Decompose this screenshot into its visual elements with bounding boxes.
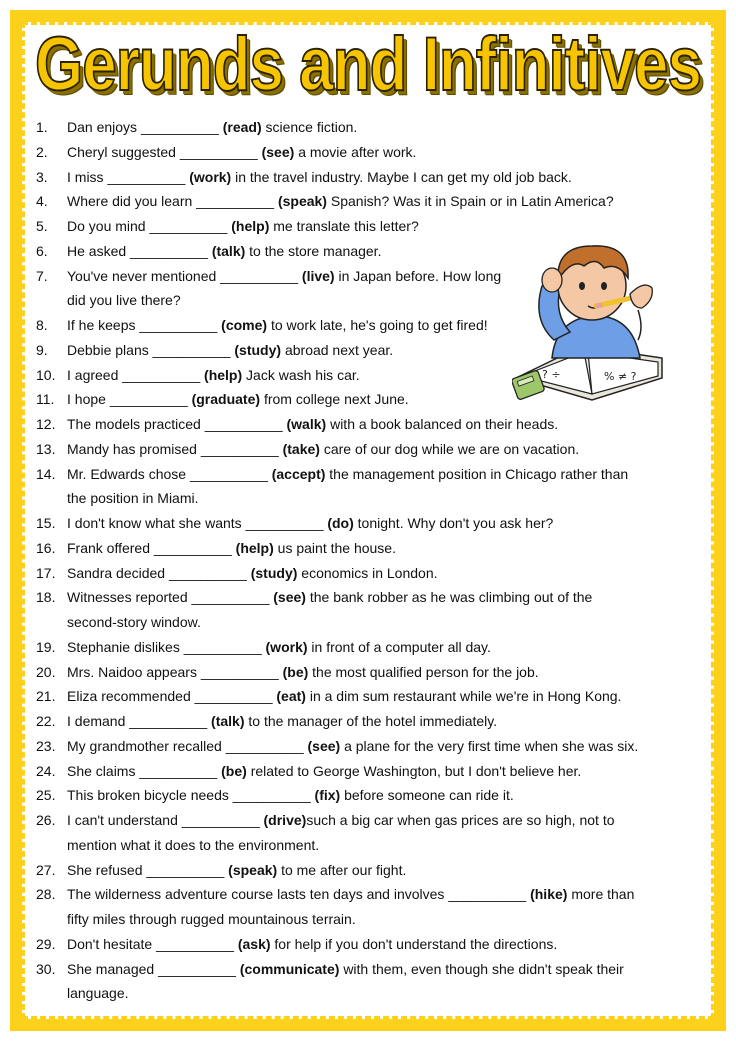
sentence-end: from college next June. bbox=[263, 391, 409, 408]
item-number: 29. bbox=[36, 935, 56, 952]
answer-blank: __________ bbox=[158, 960, 236, 977]
answer-blank: __________ bbox=[139, 762, 218, 779]
answer-blank: __________ bbox=[109, 391, 188, 408]
verb-prompt: (accept) bbox=[271, 465, 326, 482]
item-number: 16. bbox=[36, 539, 56, 556]
answer-blank: __________ bbox=[156, 935, 234, 952]
answer-blank: __________ bbox=[140, 119, 219, 135]
answer-blank: __________ bbox=[189, 465, 268, 482]
answer-blank: __________ bbox=[183, 638, 262, 655]
answer-blank: __________ bbox=[204, 416, 283, 432]
answer-blank: __________ bbox=[200, 663, 279, 680]
exercise-item bbox=[36, 783, 514, 808]
exercise-item bbox=[36, 635, 491, 660]
answer-blank: __________ bbox=[146, 861, 225, 878]
item-number: 2. bbox=[36, 143, 48, 160]
item-number: 19. bbox=[36, 638, 56, 655]
sentence-start: Witnesses reported bbox=[67, 589, 188, 606]
item-number: 13. bbox=[36, 440, 56, 457]
answer-blank: __________ bbox=[191, 589, 270, 606]
exercise-item bbox=[36, 189, 614, 214]
verb-prompt: (help) bbox=[235, 539, 274, 556]
item-number: 25. bbox=[36, 787, 56, 804]
answer-blank: __________ bbox=[200, 440, 279, 457]
answer-blank: __________ bbox=[139, 317, 218, 333]
sentence-end: me translate this letter? bbox=[273, 218, 419, 234]
item-number: 3. bbox=[36, 168, 48, 185]
verb-prompt: (help) bbox=[204, 366, 243, 383]
answer-blank: __________ bbox=[196, 193, 275, 210]
sentence-start: Sandra decided bbox=[67, 564, 166, 581]
exercise-item bbox=[36, 734, 638, 759]
sentence-end: care of our dog while we are on vacation. bbox=[323, 440, 580, 457]
sentence-start: I agreed bbox=[67, 366, 119, 383]
sentence-continuation: language. bbox=[67, 985, 129, 1002]
verb-prompt: (walk) bbox=[286, 416, 327, 432]
item-number: 24. bbox=[36, 762, 56, 779]
verb-prompt: (drive) bbox=[263, 812, 307, 828]
verb-prompt: (see) bbox=[273, 589, 306, 606]
item-number: 18. bbox=[36, 589, 56, 606]
exercise-item bbox=[36, 536, 396, 561]
exercise-item bbox=[36, 214, 419, 239]
exercise-item bbox=[36, 264, 501, 289]
sentence-end: a movie after work. bbox=[298, 143, 417, 160]
verb-prompt: (graduate) bbox=[191, 391, 261, 408]
answer-blank: __________ bbox=[122, 366, 201, 383]
sentence-end: with them, even though she didn't speak their bbox=[343, 960, 624, 977]
sentence-start: Where did you learn bbox=[67, 193, 193, 210]
item-number: 1. bbox=[36, 119, 48, 135]
sentence-end: Spanish? Was it in Spain or in Latin America? bbox=[330, 193, 614, 210]
sentence-start: Mandy has promised bbox=[67, 440, 197, 457]
sentence-end: a plane for the very first time when she was six. bbox=[344, 737, 639, 754]
exercise-item bbox=[36, 957, 624, 982]
boy-studying-icon bbox=[512, 228, 672, 408]
sentence-start: This broken bicycle needs bbox=[67, 787, 229, 804]
sentence-start: Stephanie dislikes bbox=[67, 638, 180, 655]
sentence-end: tonight. Why don't you ask her? bbox=[357, 515, 554, 531]
answer-blank: __________ bbox=[107, 168, 186, 185]
answer-blank: __________ bbox=[152, 341, 231, 358]
sentence-end: Jack wash his car. bbox=[246, 366, 360, 383]
sentence-continuation: did you live there? bbox=[67, 292, 181, 309]
item-number: 27. bbox=[36, 861, 56, 878]
sentence-end: the most qualified person for the job. bbox=[312, 663, 539, 680]
sentence-start: Debbie plans bbox=[67, 341, 149, 358]
sentence-start: I demand bbox=[67, 713, 126, 729]
exercise-item bbox=[36, 363, 360, 388]
answer-blank: __________ bbox=[153, 539, 232, 556]
exercise-item bbox=[36, 412, 558, 437]
verb-prompt: (communicate) bbox=[239, 960, 340, 977]
sentence-end: more than bbox=[571, 886, 635, 903]
exercise-item bbox=[36, 684, 621, 709]
verb-prompt: (talk) bbox=[211, 242, 246, 259]
sentence-start: Dan enjoys bbox=[67, 119, 138, 135]
exercise-item bbox=[36, 858, 406, 883]
sentence-end: economics in London. bbox=[301, 564, 438, 581]
exercise-item bbox=[36, 709, 497, 734]
svg-text:% ≠ ?: % ≠ ? bbox=[604, 370, 637, 383]
item-number: 5. bbox=[36, 218, 48, 234]
item-number: 15. bbox=[36, 515, 56, 531]
item-number: 30. bbox=[36, 960, 56, 977]
verb-prompt: (read) bbox=[222, 119, 262, 135]
item-number: 20. bbox=[36, 663, 56, 680]
sentence-start: She refused bbox=[67, 861, 143, 878]
item-number: 6. bbox=[36, 242, 48, 259]
exercise-item bbox=[36, 313, 488, 338]
verb-prompt: (do) bbox=[327, 515, 354, 531]
sentence-start: Mr. Edwards chose bbox=[67, 465, 187, 482]
sentence-end: the bank robber as he was climbing out of the bbox=[309, 589, 593, 606]
sentence-continuation: mention what it does to the environment. bbox=[67, 836, 320, 853]
sentence-end: to work late, he's going to get fired! bbox=[270, 317, 488, 333]
item-number: 11. bbox=[36, 391, 55, 408]
sentence-start: If he keeps bbox=[67, 317, 136, 333]
answer-blank: __________ bbox=[129, 713, 208, 729]
svg-text:? ÷: ? ÷ bbox=[542, 368, 561, 381]
verb-prompt: (eat) bbox=[276, 688, 306, 705]
item-number: 4. bbox=[36, 193, 48, 210]
item-number: 7. bbox=[36, 267, 48, 284]
exercise-item bbox=[36, 239, 381, 264]
exercise-item bbox=[36, 660, 539, 685]
sentence-end: for help if you don't understand the directions. bbox=[274, 935, 558, 952]
sentence-continuation: the position in Miami. bbox=[67, 490, 199, 507]
verb-prompt: (speak) bbox=[228, 861, 278, 878]
verb-prompt: (talk) bbox=[211, 713, 245, 729]
verb-prompt: (live) bbox=[301, 267, 335, 284]
sentence-end: in the travel industry. Maybe I can get my old job back. bbox=[235, 168, 572, 185]
exercise-item bbox=[36, 759, 581, 784]
item-number: 26. bbox=[36, 812, 56, 828]
exercise-item bbox=[36, 115, 357, 140]
sentence-continuation: second-story window. bbox=[67, 614, 201, 630]
sentence-end: the management position in Chicago rather than bbox=[329, 465, 629, 482]
answer-blank: __________ bbox=[181, 812, 260, 828]
verb-prompt: (hike) bbox=[530, 886, 568, 903]
answer-blank: __________ bbox=[168, 564, 247, 581]
item-number: 14. bbox=[36, 465, 56, 482]
verb-prompt: (help) bbox=[231, 218, 270, 234]
sentence-start: Mrs. Naidoo appears bbox=[67, 663, 197, 680]
verb-prompt: (take) bbox=[282, 440, 320, 457]
sentence-start: My grandmother recalled bbox=[67, 737, 222, 754]
sentence-end: in front of a computer all day. bbox=[311, 638, 491, 655]
sentence-start: I miss bbox=[67, 168, 104, 185]
answer-blank: __________ bbox=[448, 886, 527, 903]
verb-prompt: (study) bbox=[250, 564, 298, 581]
item-number: 10. bbox=[36, 366, 56, 383]
sentence-end: abroad next year. bbox=[284, 341, 394, 358]
verb-prompt: (come) bbox=[221, 317, 268, 333]
sentence-end: science fiction. bbox=[265, 119, 358, 135]
verb-prompt: (work) bbox=[265, 638, 308, 655]
answer-blank: __________ bbox=[225, 737, 304, 754]
exercise-item bbox=[36, 165, 572, 190]
verb-prompt: (be) bbox=[221, 762, 247, 779]
answer-blank: __________ bbox=[232, 787, 311, 804]
exercise-item bbox=[36, 338, 393, 363]
sentence-start: Cheryl suggested bbox=[67, 143, 176, 160]
verb-prompt: (see) bbox=[307, 737, 341, 754]
verb-prompt: (fix) bbox=[314, 787, 341, 804]
exercise-item bbox=[36, 585, 592, 610]
item-number: 9. bbox=[36, 341, 48, 358]
sentence-start: She managed bbox=[67, 960, 155, 977]
verb-prompt: (see) bbox=[261, 143, 295, 160]
verb-prompt: (be) bbox=[282, 663, 309, 680]
exercise-item bbox=[36, 882, 634, 907]
answer-blank: __________ bbox=[130, 242, 208, 259]
sentence-start: The models practiced bbox=[67, 416, 201, 432]
sentence-start: She claims bbox=[67, 762, 136, 779]
exercise-item bbox=[36, 462, 628, 487]
exercise-item bbox=[36, 932, 557, 957]
exercise-item bbox=[36, 511, 553, 536]
exercise-item bbox=[36, 561, 438, 586]
sentence-end: before someone can ride it. bbox=[344, 787, 514, 804]
answer-blank: __________ bbox=[245, 515, 324, 531]
sentence-start: I don't know what she wants bbox=[67, 515, 242, 531]
sentence-start: I can't understand bbox=[67, 812, 178, 828]
answer-blank: __________ bbox=[179, 143, 258, 160]
exercise-item bbox=[36, 387, 409, 412]
sentence-start: The wilderness adventure course lasts ten days and involves bbox=[67, 886, 445, 903]
sentence-continuation: fifty miles through rugged mountainous terrain. bbox=[67, 911, 356, 927]
exercise-item bbox=[36, 437, 579, 462]
worksheet-title: Gerunds and Infinitives bbox=[35, 23, 701, 108]
sentence-start: Don't hesitate bbox=[67, 935, 153, 952]
answer-blank: __________ bbox=[149, 218, 228, 234]
sentence-start: I hope bbox=[67, 391, 106, 408]
sentence-start: Do you mind bbox=[67, 218, 146, 234]
sentence-end: to the store manager. bbox=[249, 242, 382, 259]
verb-prompt: (speak) bbox=[277, 193, 327, 210]
sentence-end: us paint the house. bbox=[277, 539, 396, 556]
answer-blank: __________ bbox=[194, 688, 273, 705]
sentence-end: in Japan before. How long bbox=[338, 267, 502, 284]
sentence-end: to the manager of the hotel immediately. bbox=[248, 713, 498, 729]
item-number: 8. bbox=[36, 317, 48, 333]
answer-blank: __________ bbox=[220, 267, 299, 284]
sentence-end: such a big car when gas prices are so high, not to bbox=[306, 812, 615, 828]
verb-prompt: (ask) bbox=[237, 935, 271, 952]
sentence-end: with a book balanced on their heads. bbox=[330, 416, 559, 432]
sentence-end: related to George Washington, but I don't believe her. bbox=[250, 762, 582, 779]
exercise-item bbox=[36, 140, 416, 165]
sentence-start: You've never mentioned bbox=[67, 267, 217, 284]
sentence-end: in a dim sum restaurant while we're in Hong Kong. bbox=[309, 688, 622, 705]
exercise-item bbox=[36, 808, 615, 833]
verb-prompt: (work) bbox=[189, 168, 232, 185]
sentence-start: Frank offered bbox=[67, 539, 151, 556]
item-number: 21. bbox=[36, 688, 56, 705]
item-number: 12. bbox=[36, 416, 56, 432]
item-number: 22. bbox=[36, 713, 56, 729]
item-number: 17. bbox=[36, 564, 56, 581]
sentence-start: Eliza recommended bbox=[67, 688, 191, 705]
sentence-start: He asked bbox=[67, 242, 127, 259]
item-number: 28. bbox=[36, 886, 56, 903]
verb-prompt: (study) bbox=[234, 341, 282, 358]
sentence-end: to me after our fight. bbox=[281, 861, 407, 878]
item-number: 23. bbox=[36, 737, 56, 754]
